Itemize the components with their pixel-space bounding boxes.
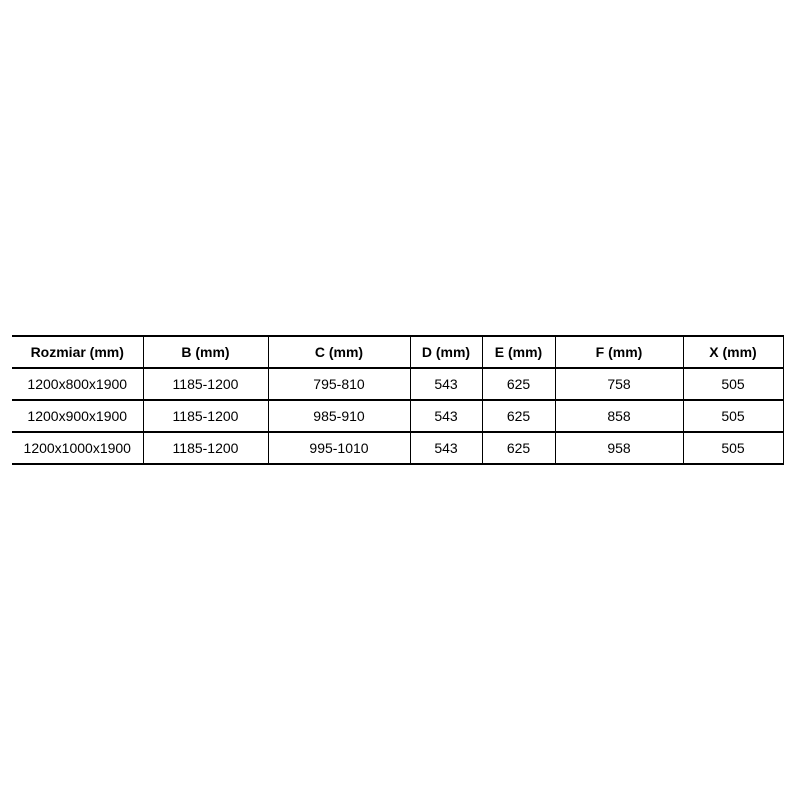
cell-f: 958 [555, 432, 683, 464]
column-header-x: X (mm) [683, 336, 783, 368]
cell-x: 505 [683, 400, 783, 432]
cell-d: 543 [410, 368, 482, 400]
cell-rozmiar: 1200x900x1900 [12, 400, 143, 432]
table-row [12, 400, 783, 432]
column-header-d: D (mm) [410, 336, 482, 368]
cell-b: 1185-1200 [143, 432, 268, 464]
table-row [12, 432, 783, 464]
cell-x: 505 [683, 432, 783, 464]
cell-d: 543 [410, 432, 482, 464]
table-row [12, 368, 783, 400]
column-header-c: C (mm) [268, 336, 410, 368]
cell-c: 795-810 [268, 368, 410, 400]
column-header-f: F (mm) [555, 336, 683, 368]
cell-e: 625 [482, 400, 555, 432]
table-header-row [12, 336, 783, 368]
cell-e: 625 [482, 432, 555, 464]
cell-rozmiar: 1200x800x1900 [12, 368, 143, 400]
cell-d: 543 [410, 400, 482, 432]
column-header-rozmiar: Rozmiar (mm) [12, 336, 143, 368]
cell-rozmiar: 1200x1000x1900 [12, 432, 143, 464]
cell-e: 625 [482, 368, 555, 400]
cell-b: 1185-1200 [143, 400, 268, 432]
cell-f: 858 [555, 400, 683, 432]
cell-x: 505 [683, 368, 783, 400]
cell-c: 995-1010 [268, 432, 410, 464]
column-header-e: E (mm) [482, 336, 555, 368]
cell-c: 985-910 [268, 400, 410, 432]
column-header-b: B (mm) [143, 336, 268, 368]
cell-b: 1185-1200 [143, 368, 268, 400]
cell-f: 758 [555, 368, 683, 400]
size-dimensions-table [12, 335, 784, 465]
